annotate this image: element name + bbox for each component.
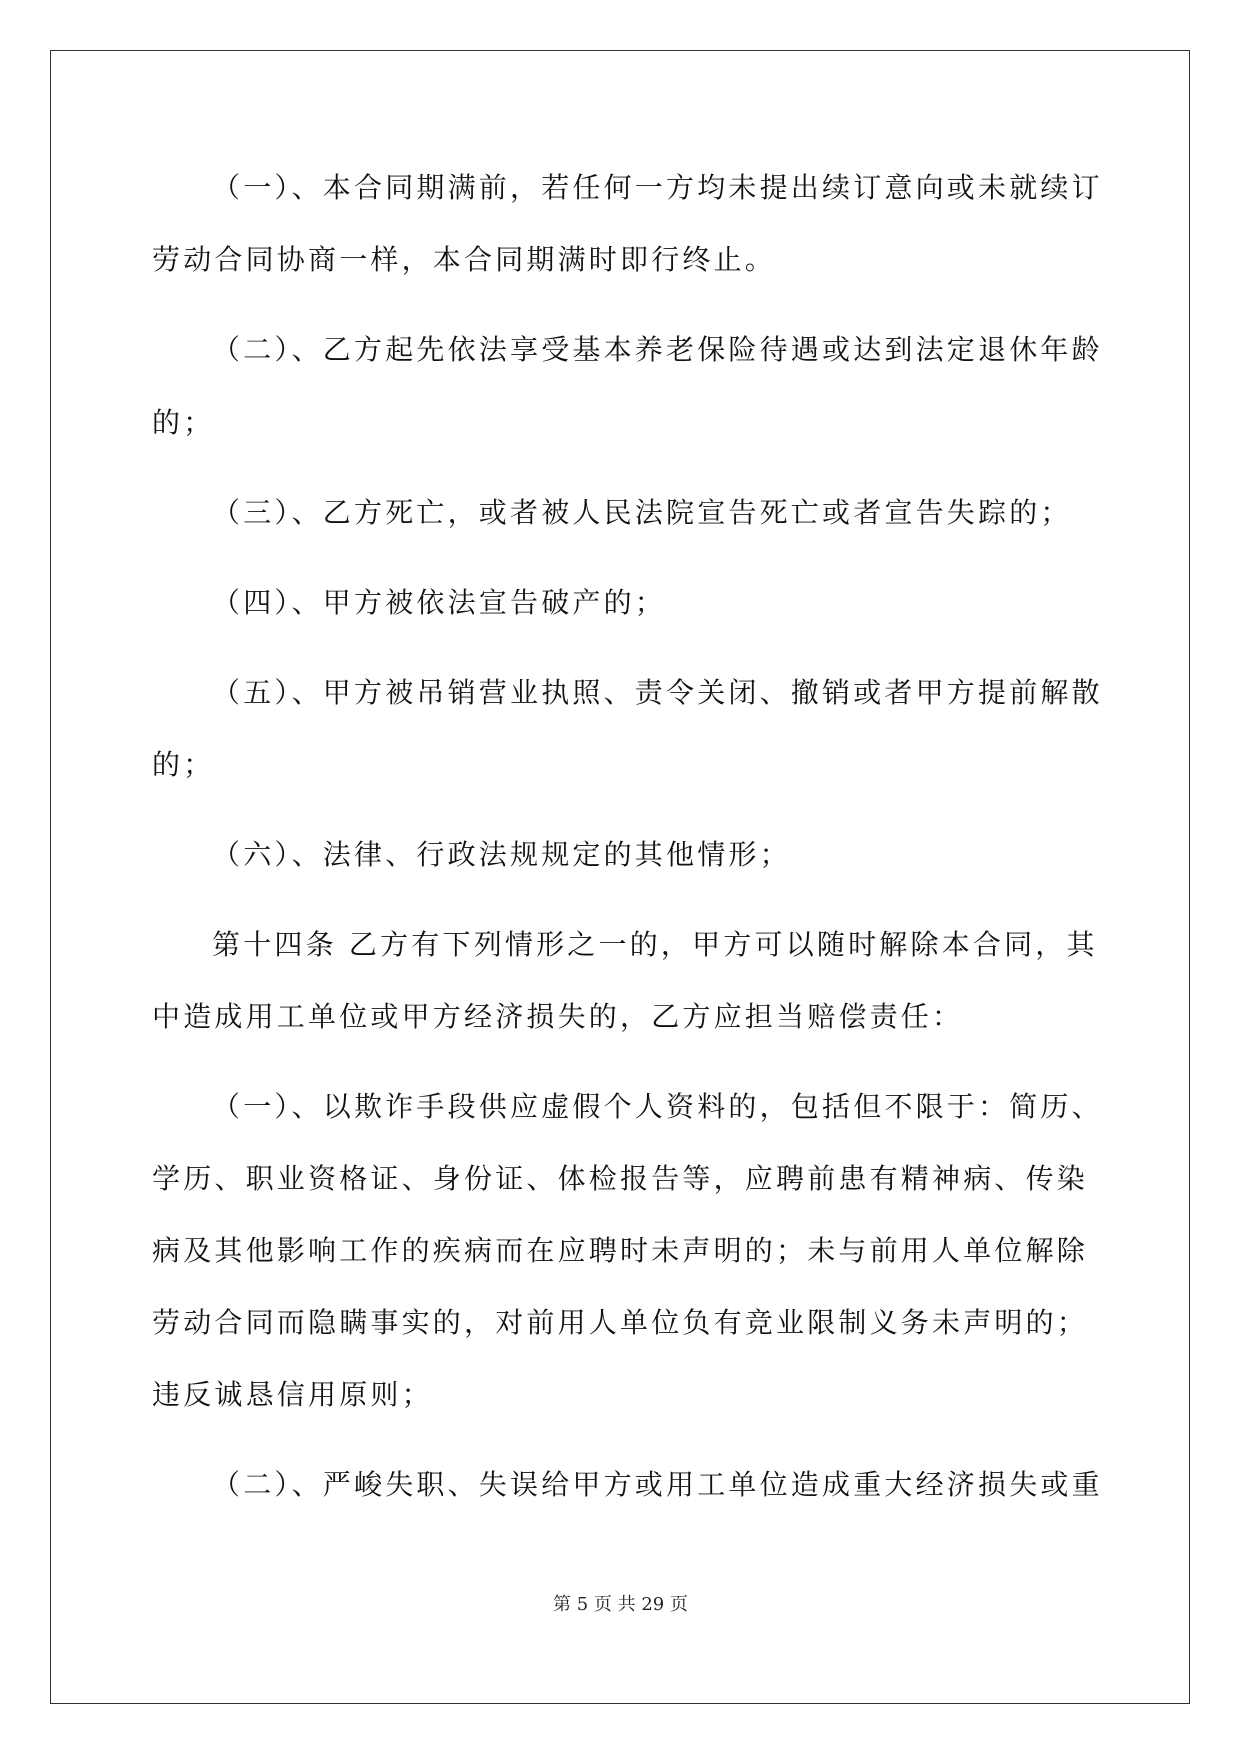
text-line: 劳动合同而隐瞒事实的，对前用人单位负有竞业限制义务未声明的； [152, 1306, 1089, 1339]
text-line: （五）、甲方被吊销营业执照、责令关闭、撤销或者甲方提前解散 [212, 676, 1103, 709]
text-line: 的； [152, 406, 215, 439]
text-line: 劳动合同协商一样，本合同期满时即行终止。 [152, 243, 777, 276]
text-line: 第十四条 乙方有下列情形之一的，甲方可以随时解除本合同，其 [212, 928, 1098, 961]
text-line: （三）、乙方死亡，或者被人民法院宣告死亡或者宣告失踪的； [212, 496, 1072, 529]
text-line: （一）、本合同期满前，若任何一方均未提出续订意向或未就续订 [212, 171, 1103, 204]
text-line: 的； [152, 748, 215, 781]
page-number-footer: 第 5 页 共 29 页 [553, 1594, 688, 1615]
page-border [50, 50, 1190, 1704]
text-line: 违反诚恳信用原则； [152, 1378, 433, 1411]
text-line: （二）、乙方起先依法享受基本养老保险待遇或达到法定退休年龄 [212, 333, 1103, 366]
text-line: 中造成用工单位或甲方经济损失的，乙方应担当赔偿责任： [152, 1000, 964, 1033]
text-line: 学历、职业资格证、身份证、体检报告等，应聘前患有精神病、传染 [152, 1162, 1089, 1195]
text-line: （四）、甲方被依法宣告破产的； [212, 586, 667, 619]
text-line: （六）、法律、行政法规规定的其他情形； [212, 838, 791, 871]
text-line: （一）、以欺诈手段供应虚假个人资料的，包括但不限于：简历、 [212, 1090, 1103, 1123]
text-line: 病及其他影响工作的疾病而在应聘时未声明的；未与前用人单位解除 [152, 1234, 1089, 1267]
text-line: （二）、严峻失职、失误给甲方或用工单位造成重大经济损失或重 [212, 1468, 1103, 1501]
